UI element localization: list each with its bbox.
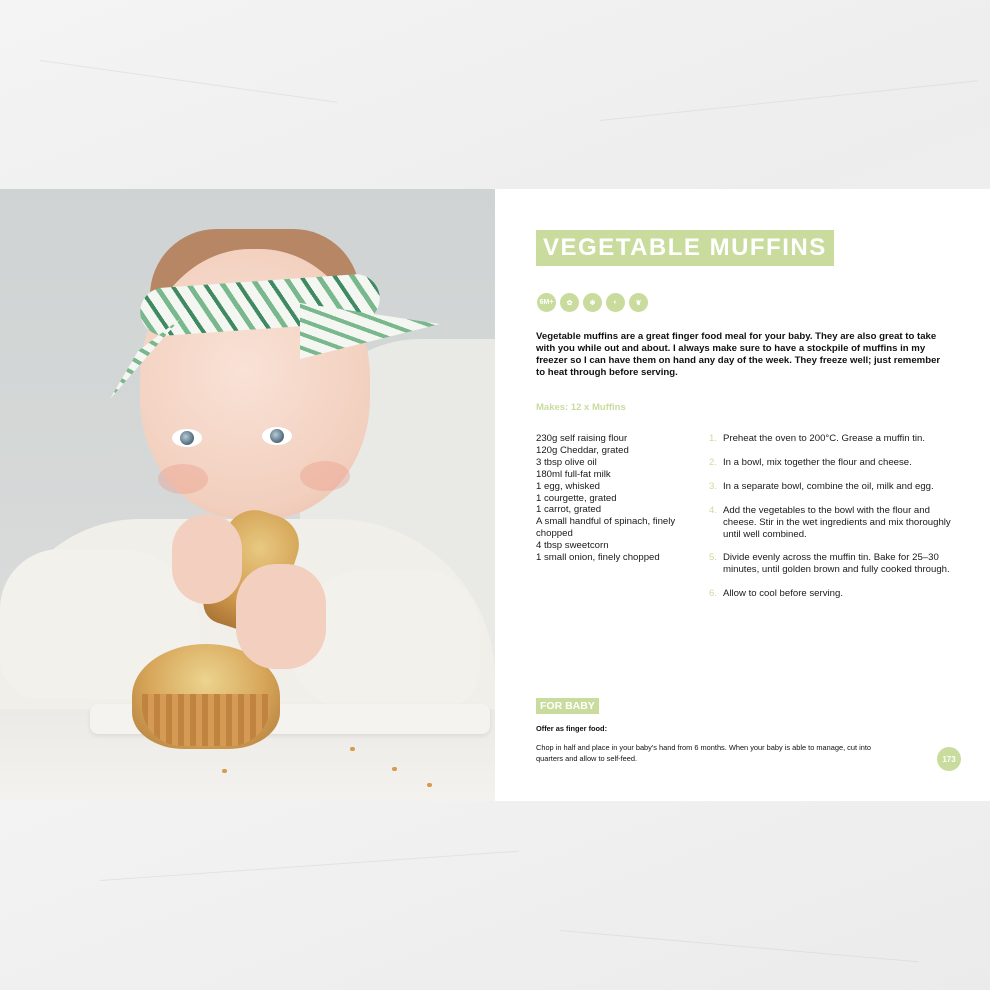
marble-vein: [100, 851, 519, 881]
step-text: Preheat the oven to 200°C. Grease a muffin tin.: [723, 433, 926, 444]
ingredient-item: A small handful of spinach, finely chopped: [536, 516, 676, 540]
method-list: [709, 433, 954, 612]
baby-hand: [236, 564, 326, 669]
crumb: [392, 767, 397, 771]
method-step: [709, 481, 954, 493]
marble-vein: [560, 930, 919, 962]
step-text: In a bowl, mix together the flour and cheese.: [723, 456, 912, 468]
ingredient-item: 120g Cheddar, grated: [536, 444, 629, 456]
ingredient-item: 230g self raising flour: [536, 433, 628, 444]
recipe-title-box: [536, 230, 834, 266]
step-number: 1.: [709, 433, 718, 444]
marble-vein: [600, 80, 978, 121]
ingredient-item: 180ml full-fat milk: [536, 468, 611, 480]
step-text: Divide evenly across the muffin tin. Bake for 25–30 minutes, until golden brown and fully cooked through.: [723, 552, 950, 576]
ingredient-item: 4 tbsp sweetcorn: [536, 540, 609, 552]
step-number: 5.: [709, 552, 718, 564]
step-number: 2.: [709, 456, 718, 468]
for-baby-heading: FOR BABY: [536, 698, 599, 714]
freezable-badge-icon: ❄: [583, 293, 602, 312]
recipe-yield: Makes: 12 x Muffins: [536, 402, 626, 413]
step-text: Add the vegetables to the bowl with the flour and cheese. Stir in the wet ingredients and mix thoroughly until well combined.: [723, 504, 951, 540]
diet-badges: [537, 293, 648, 312]
ingredient-item: 1 courgette, grated: [536, 492, 617, 504]
vegetarian-badge-icon: ✿: [560, 293, 579, 312]
crumb: [427, 783, 432, 787]
ingredient-item: 1 small onion, finely chopped: [536, 552, 660, 564]
book-spread: [0, 189, 990, 801]
for-baby-subheading: Offer as finger food:: [536, 724, 608, 733]
crumb: [222, 769, 227, 773]
leaf-badge-icon: ❦: [629, 293, 648, 312]
baby-cheek: [158, 464, 208, 494]
method-step: [709, 457, 954, 469]
baby-hand: [172, 514, 242, 604]
ingredient-item: 1 egg, whisked: [536, 480, 600, 492]
ingredients-list: [536, 433, 696, 564]
age-badge-icon: 6M+: [537, 293, 556, 312]
recipe-intro: Vegetable muffins are a great finger food meal for your baby. They are also great to take with you while out and about. I always make sure to have a stockpile of muffins in my freezer so I can have them on hand any day of the week. They freeze well; just remember to heat through before serving.: [536, 331, 941, 378]
ingredient-item: 1 carrot, grated: [536, 504, 602, 516]
step-text: In a separate bowl, combine the oil, milk and egg.: [723, 480, 934, 492]
marble-vein: [40, 60, 337, 103]
ingredient-item: 3 tbsp olive oil: [536, 456, 597, 468]
method-step: [709, 433, 954, 445]
step-number: 4.: [709, 504, 718, 516]
baby-eye: [172, 429, 202, 447]
step-number: 3.: [709, 480, 718, 492]
recipe-page: [495, 189, 990, 801]
recipe-title: VEGETABLE MUFFINS: [543, 234, 827, 261]
step-number: 6.: [709, 588, 718, 600]
baby-eye: [262, 427, 292, 445]
method-step: [709, 552, 954, 576]
step-text: Allow to cool before serving.: [723, 588, 843, 600]
method-step: [709, 588, 954, 600]
egg-badge-icon: ◐: [606, 293, 625, 312]
for-baby-text: Chop in half and place in your baby's hand from 6 months. When your baby is able to manage, cut into quarters and allow to self-feed.: [536, 743, 872, 763]
baby-cheek: [300, 461, 350, 491]
page-number: 173: [937, 747, 961, 771]
baby-photo: [0, 189, 495, 801]
crumb: [350, 747, 355, 751]
method-step: [709, 505, 954, 541]
